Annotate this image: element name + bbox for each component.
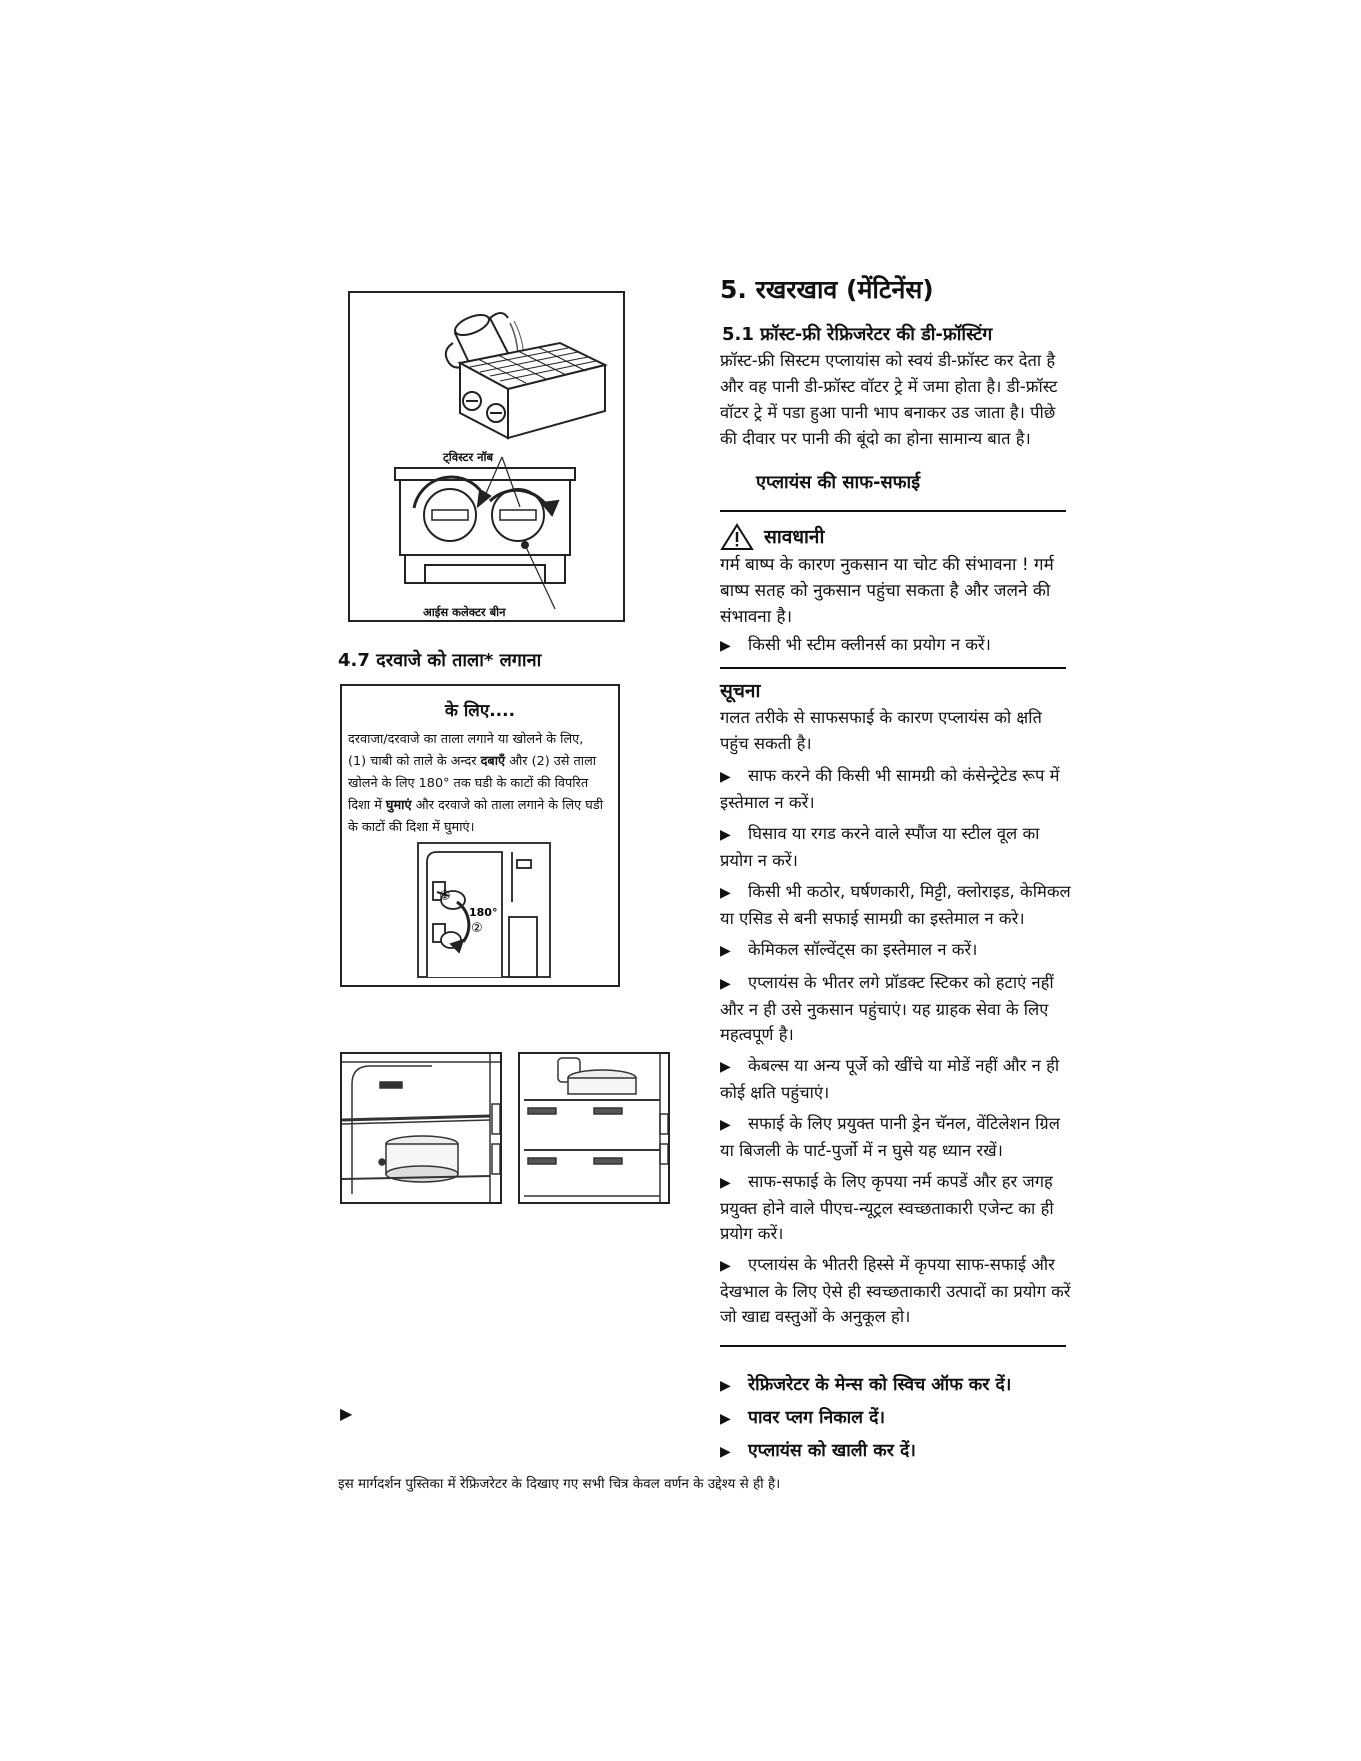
ice-maker-figure xyxy=(348,291,625,622)
divider-top xyxy=(720,510,1066,512)
cleaning-heading: एप्लायंस की साफ-सफाई xyxy=(756,472,921,493)
bullet-arrow-icon: ▶ xyxy=(720,1444,731,1460)
ice-collector-bin-label: आईस कलेक्टर बीन xyxy=(420,605,509,620)
bullet-arrow-icon: ▶ xyxy=(720,1258,731,1274)
notice-heading: सूचना xyxy=(720,680,761,702)
fridge-interior-photo-right xyxy=(518,1052,670,1204)
notice-bullet-item: ▶ एप्लायंस के भीतरी हिस्से में कृपया साफ-सफाई और देखभाल के लिए ऐसे ही स्वच्छताकारी उत्पादों का प्रयोग करें जो खाद्य वस्तुओं के अनुकूल हो। xyxy=(720,1255,1071,1326)
lock-line-3: खोलने के लिए 180° तक घडी के काटों की विपरित xyxy=(348,776,589,791)
lock-line-2: (1) चाबी को ताले के अन्दर दबाएँ और (2) उसे ताला xyxy=(348,754,597,769)
caution-heading-row xyxy=(720,522,1072,552)
door-lock-box xyxy=(340,684,620,987)
final-steps-list xyxy=(720,1371,1072,1466)
section-4-7-title: 4.7 दरवाजे को ताला* लगाना xyxy=(338,650,542,671)
defrost-paragraph: फ्रॉस्ट-फ्री सिस्टम एप्लायांस को स्वयं डी-फ्रॉस्ट कर देता है और वह पानी डी-फ्रॉस्ट वॉटर ट्रे में जमा होता है। डी-फ्रॉस्ट वॉटर ट्रे में पडा हुआ पानी भाप बनाकर उड जाता है। पीछे की दीवार पर पानी की बूंदो का होना सामान्य बात है। xyxy=(720,351,1058,448)
door-lock-instructions xyxy=(342,721,618,839)
lock-line-4: दिशा में घुमाएं और दरवाजे को ताला लगाने के लिए घडी xyxy=(348,798,604,813)
notice-bullet-item: ▶ किसी भी कठोर, घर्षणकारी, मिट्टी, क्लोराइड, केमिकल या एसिड से बनी सफाई सामग्री का इस्तेमाल न करे। xyxy=(720,882,1071,928)
door-lock-box-heading: के लिए.... xyxy=(444,701,516,721)
section-5-title: 5. रखरखाव (मेंटिनेंस) xyxy=(720,275,934,304)
notice-bullet-item: ▶ केबल्स या अन्य पूर्जे को खींचे या मोडें नहीं और न ही कोई क्षति पहुंचाएं। xyxy=(720,1056,1060,1102)
twister-knob-label: ट्विस्टर नॉब xyxy=(440,450,496,465)
left-bullet: ▶ xyxy=(340,1404,353,1423)
lock-180-label: 180° xyxy=(469,906,498,919)
illustration-footnote: इस मार्गदर्शन पुस्तिका में रेफ्रिजरेटर के दिखाए गए सभी चित्र केवल वर्णन के उद्देश्य से ही है। xyxy=(338,1476,781,1492)
fridge-drawer-bowl-image xyxy=(520,1054,668,1202)
lock-line-5: के काटों की दिशा में घुमाएं। xyxy=(348,820,475,835)
notice-text: गलत तरीके से साफसफाई के कारण एप्लायंस को क्षति पहुंच सकती है। xyxy=(720,708,1042,753)
lock-step-2-label: ② xyxy=(471,921,483,936)
bullet-arrow-icon: ▶ xyxy=(720,885,731,901)
notice-bullet-item: ▶ केमिकल सॉल्वेंट्स का इस्तेमाल न करें। xyxy=(720,937,1072,964)
final-step-item: ▶ एप्लायंस को खाली कर दें। xyxy=(720,1437,1072,1466)
bullet-arrow-icon: ▶ xyxy=(720,1059,731,1075)
final-step-item: ▶ रेफ्रिजरेटर के मेन्स को स्विच ऑफ कर दें। xyxy=(720,1371,1072,1400)
divider-bottom xyxy=(720,1345,1066,1347)
bullet-arrow-icon: ▶ xyxy=(720,638,731,654)
maintenance-section xyxy=(720,272,1072,1466)
fridge-shelf-bowl-image xyxy=(342,1054,500,1202)
fridge-interior-photo-left xyxy=(340,1052,502,1204)
door-lock-diagram xyxy=(417,842,551,978)
final-step-item: ▶ पावर प्लग निकाल दें। xyxy=(720,1404,1072,1433)
warning-triangle-icon xyxy=(720,523,754,551)
bullet-arrow-icon: ▶ xyxy=(720,1411,731,1427)
divider-middle xyxy=(720,667,1066,669)
notice-bullet-item: ▶ सफाई के लिए प्रयुक्त पानी ड्रेन चॅनल, वेंटिलेशन ग्रिल या बिजली के पार्ट-पुर्जो में न घुसे यह ध्यान रखें। xyxy=(720,1114,1060,1160)
section-5-1-title: 5.1 फ्रॉस्ट-फ्री रेफ्रिजरेटर की डी-फ्रॉस्टिंग xyxy=(722,324,993,345)
bullet-arrow-icon: ▶ xyxy=(720,1175,731,1191)
notice-bullet-list xyxy=(720,763,1072,1329)
caution-heading: सावधानी xyxy=(764,526,825,548)
notice-bullet-item: ▶ घिसाव या रगड करने वाले स्पौंज या स्टील वूल का प्रयोग न करें। xyxy=(720,824,1040,870)
notice-bullet-item: ▶ एप्लायंस के भीतर लगे प्रॉडक्ट स्टिकर को हटाएं नहीं और न ही उसे नुकसान पहुंचाएं। यह ग्राहक सेवा के लिए महत्वपूर्ण है। xyxy=(720,973,1054,1044)
bullet-arrow-icon: ▶ xyxy=(720,1117,731,1133)
bullet-arrow-icon: ▶ xyxy=(720,769,731,785)
bullet-arrow-icon: ▶ xyxy=(720,827,731,843)
bullet-arrow-icon: ▶ xyxy=(720,1378,731,1394)
notice-bullet-item: ▶ साफ करने की किसी भी सामग्री को कंसेन्ट्रेटेड रूप में इस्तेमाल न करें। xyxy=(720,766,1060,812)
bullet-arrow-icon: ▶ xyxy=(720,943,731,959)
lock-step-1-label: ① xyxy=(439,889,451,904)
notice-bullet-item: ▶ साफ-सफाई के लिए कृपया नर्म कपडें और हर जगह प्रयुक्त होने वाले पीएच-न्यूट्रल स्वच्छताकारी एजेन्ट का ही प्रयोग करें। xyxy=(720,1172,1054,1243)
caution-bullet: ▶ किसी भी स्टीम क्लीनर्स का प्रयोग न करें। xyxy=(720,632,1072,659)
twister-knob-front-view xyxy=(395,468,575,583)
bullet-arrow-icon: ▶ xyxy=(720,976,731,992)
caution-text: गर्म बाष्प के कारण नुकसान या चोट की संभावना ! गर्म बाष्प सतह को नुकसान पहुंचा सकता है और जलने की संभावना है। xyxy=(720,555,1054,627)
lock-line-1: दरवाजा/दरवाजे का ताला लगाने या खोलने के लिए, xyxy=(348,732,584,747)
